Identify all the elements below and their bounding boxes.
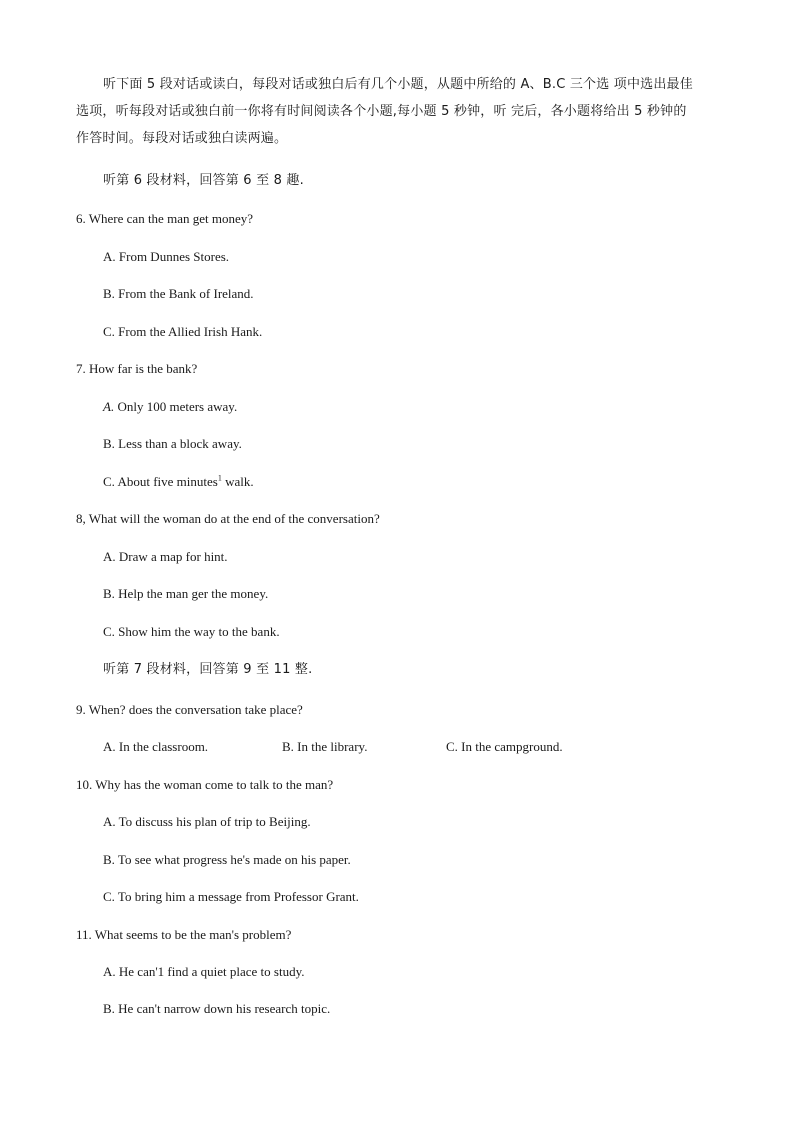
question-7-option-c-sup: 1 <box>217 473 222 483</box>
question-10-option-b: B. To see what progress he's made on his paper. <box>103 852 351 867</box>
question-7-option-a <box>103 398 237 416</box>
instructions-line-2: 选项，听每段对话或独白前一你将有时间阅读各个小题,每小题 5 秒钟，听 完后，各小题将给出 5 秒钟的 <box>76 104 687 119</box>
question-6-option-c: C. From the Allied Irish Hank. <box>103 324 263 339</box>
question-6-stem: 6. Where can the man get money? <box>76 211 253 226</box>
question-7-option-a-letter: A. <box>103 399 115 414</box>
question-7-option-c-after: walk. <box>221 474 254 489</box>
question-7-option-a-text: Only 100 meters away. <box>114 399 238 414</box>
question-11-option-b: B. He can't narrow down his research topic. <box>103 1001 331 1016</box>
question-9-option-c: C. In the campground. <box>446 739 563 754</box>
question-7-option-c <box>103 473 254 491</box>
question-11-stem: 11. What seems to be the man's problem? <box>76 927 292 942</box>
question-6-option-a: A. From Dunnes Stores. <box>103 249 230 264</box>
question-8-option-b: B. Help the man ger the money. <box>103 586 269 601</box>
question-7-option-b: B. Less than a block away. <box>103 436 242 451</box>
question-6-option-b: B. From the Bank of Ireland. <box>103 286 254 301</box>
question-11-option-a: A. He can'1 find a quiet place to study. <box>103 964 305 979</box>
question-7-stem: 7. How far is the bank? <box>76 361 198 376</box>
question-8-stem: 8, What will the woman do at the end of the conversation? <box>76 511 380 526</box>
question-9-option-b: B. In the library. <box>282 739 368 754</box>
question-10-option-c: C. To bring him a message from Professor Grant. <box>103 889 359 904</box>
instructions-line-3: 作答时间。每段对话或独白读两遍。 <box>76 131 288 146</box>
section-header-7: 听第 7 段材料，回答第 9 至 11 整. <box>103 662 313 677</box>
section-header-6: 听第 6 段材料，回答第 6 至 8 趣. <box>103 173 304 188</box>
question-9-stem: 9. When? does the conversation take place? <box>76 702 303 717</box>
question-7-option-c-before: C. About five minutes <box>103 474 218 489</box>
question-8-option-c: C. Show him the way to the bank. <box>103 624 280 639</box>
question-10-stem: 10. Why has the woman come to talk to the man? <box>76 777 334 792</box>
instructions-line-1: 听下面 5 段对话或读白，每段对话或独白后有几个小题，从题中所给的 A、B.C 三个选 项中选出最佳 <box>103 77 693 92</box>
question-8-option-a: A. Draw a map for hint. <box>103 549 228 564</box>
question-10-option-a: A. To discuss his plan of trip to Beijing. <box>103 814 311 829</box>
question-9-option-a: A. In the classroom. <box>103 739 209 754</box>
